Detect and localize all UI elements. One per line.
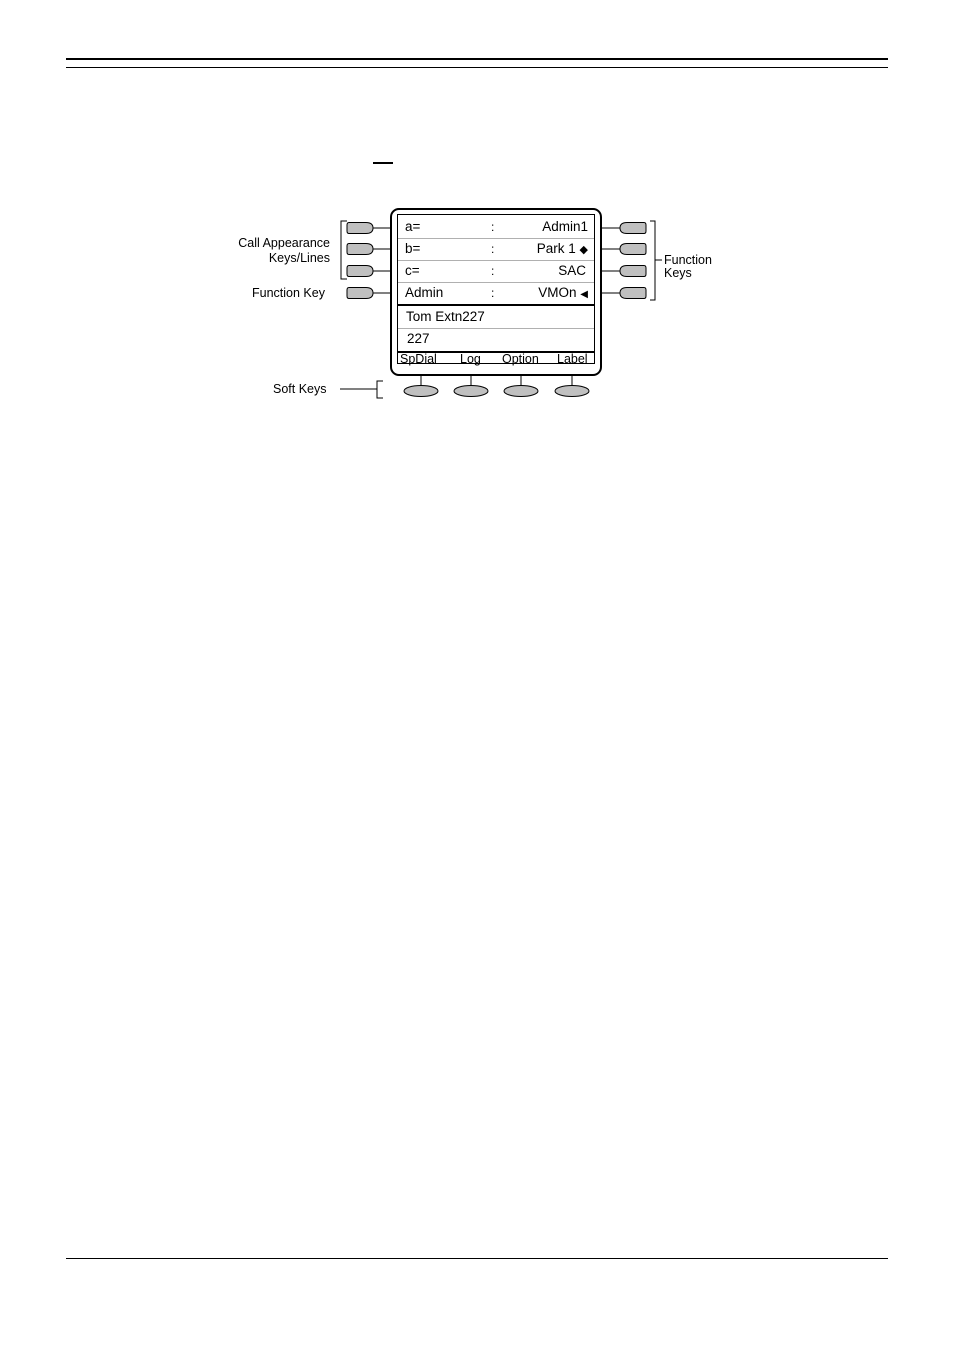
soft-key-label-log: Log bbox=[460, 352, 481, 366]
row-left-label: a= bbox=[405, 219, 421, 234]
arrow-left-indicator-icon: ◀ bbox=[580, 289, 588, 300]
row-right-label: SAC bbox=[558, 263, 586, 278]
row-separator: : bbox=[491, 264, 495, 278]
soft-key-1 bbox=[404, 386, 438, 397]
soft-keys-label: Soft Keys bbox=[273, 382, 327, 396]
phone-display bbox=[397, 214, 595, 364]
display-row-4 bbox=[398, 282, 594, 304]
display-row-2 bbox=[398, 238, 594, 260]
function-key-right-4 bbox=[620, 288, 646, 299]
diamond-indicator-icon: ◆ bbox=[579, 244, 588, 256]
row-right-label bbox=[538, 282, 588, 306]
row-left-label: Admin bbox=[405, 285, 444, 300]
call-appearance-label-line2: Keys/Lines bbox=[268, 251, 330, 265]
row-right-label bbox=[537, 238, 588, 261]
soft-key-label-label: Label bbox=[557, 352, 588, 366]
phone-body bbox=[390, 208, 602, 376]
function-keys-label-line2: Keys bbox=[664, 266, 692, 280]
caller-name-text: Tom Extn227 bbox=[406, 309, 485, 324]
function-key-left bbox=[347, 288, 373, 299]
soft-key-3 bbox=[504, 386, 538, 397]
call-appearance-label-line1: Call Appearance bbox=[238, 236, 330, 250]
soft-key-label-option: Option bbox=[502, 352, 539, 366]
function-key-right-1 bbox=[620, 223, 646, 234]
soft-key-label-spdial: SpDial bbox=[400, 352, 437, 366]
display-row-3 bbox=[398, 260, 594, 282]
soft-key-4 bbox=[555, 386, 589, 397]
call-appearance-key-c bbox=[347, 266, 373, 277]
caller-number-text: 227 bbox=[407, 331, 430, 346]
function-key-right-2 bbox=[620, 244, 646, 255]
row-right-text: Park 1 bbox=[536, 241, 576, 256]
row-right-text: VMOn bbox=[538, 285, 577, 300]
row-separator: : bbox=[491, 242, 495, 256]
row-right-label: Admin1 bbox=[542, 219, 588, 234]
caller-number bbox=[398, 328, 594, 350]
function-keys-label-line1: Function bbox=[664, 253, 712, 267]
row-separator: : bbox=[491, 220, 495, 234]
soft-key-2 bbox=[454, 386, 488, 397]
display-row-1 bbox=[398, 216, 594, 238]
footer-rule bbox=[66, 1258, 888, 1259]
row-left-label: c= bbox=[405, 263, 420, 278]
call-appearance-key-a bbox=[347, 223, 373, 234]
row-separator: : bbox=[491, 286, 495, 300]
call-appearance-label bbox=[226, 236, 330, 266]
caller-name bbox=[398, 306, 594, 328]
function-keys-label bbox=[664, 253, 712, 281]
call-appearance-key-b bbox=[347, 244, 373, 255]
function-key-label: Function Key bbox=[252, 286, 325, 300]
function-key-right-3 bbox=[620, 266, 646, 277]
row-left-label: b= bbox=[405, 241, 421, 256]
